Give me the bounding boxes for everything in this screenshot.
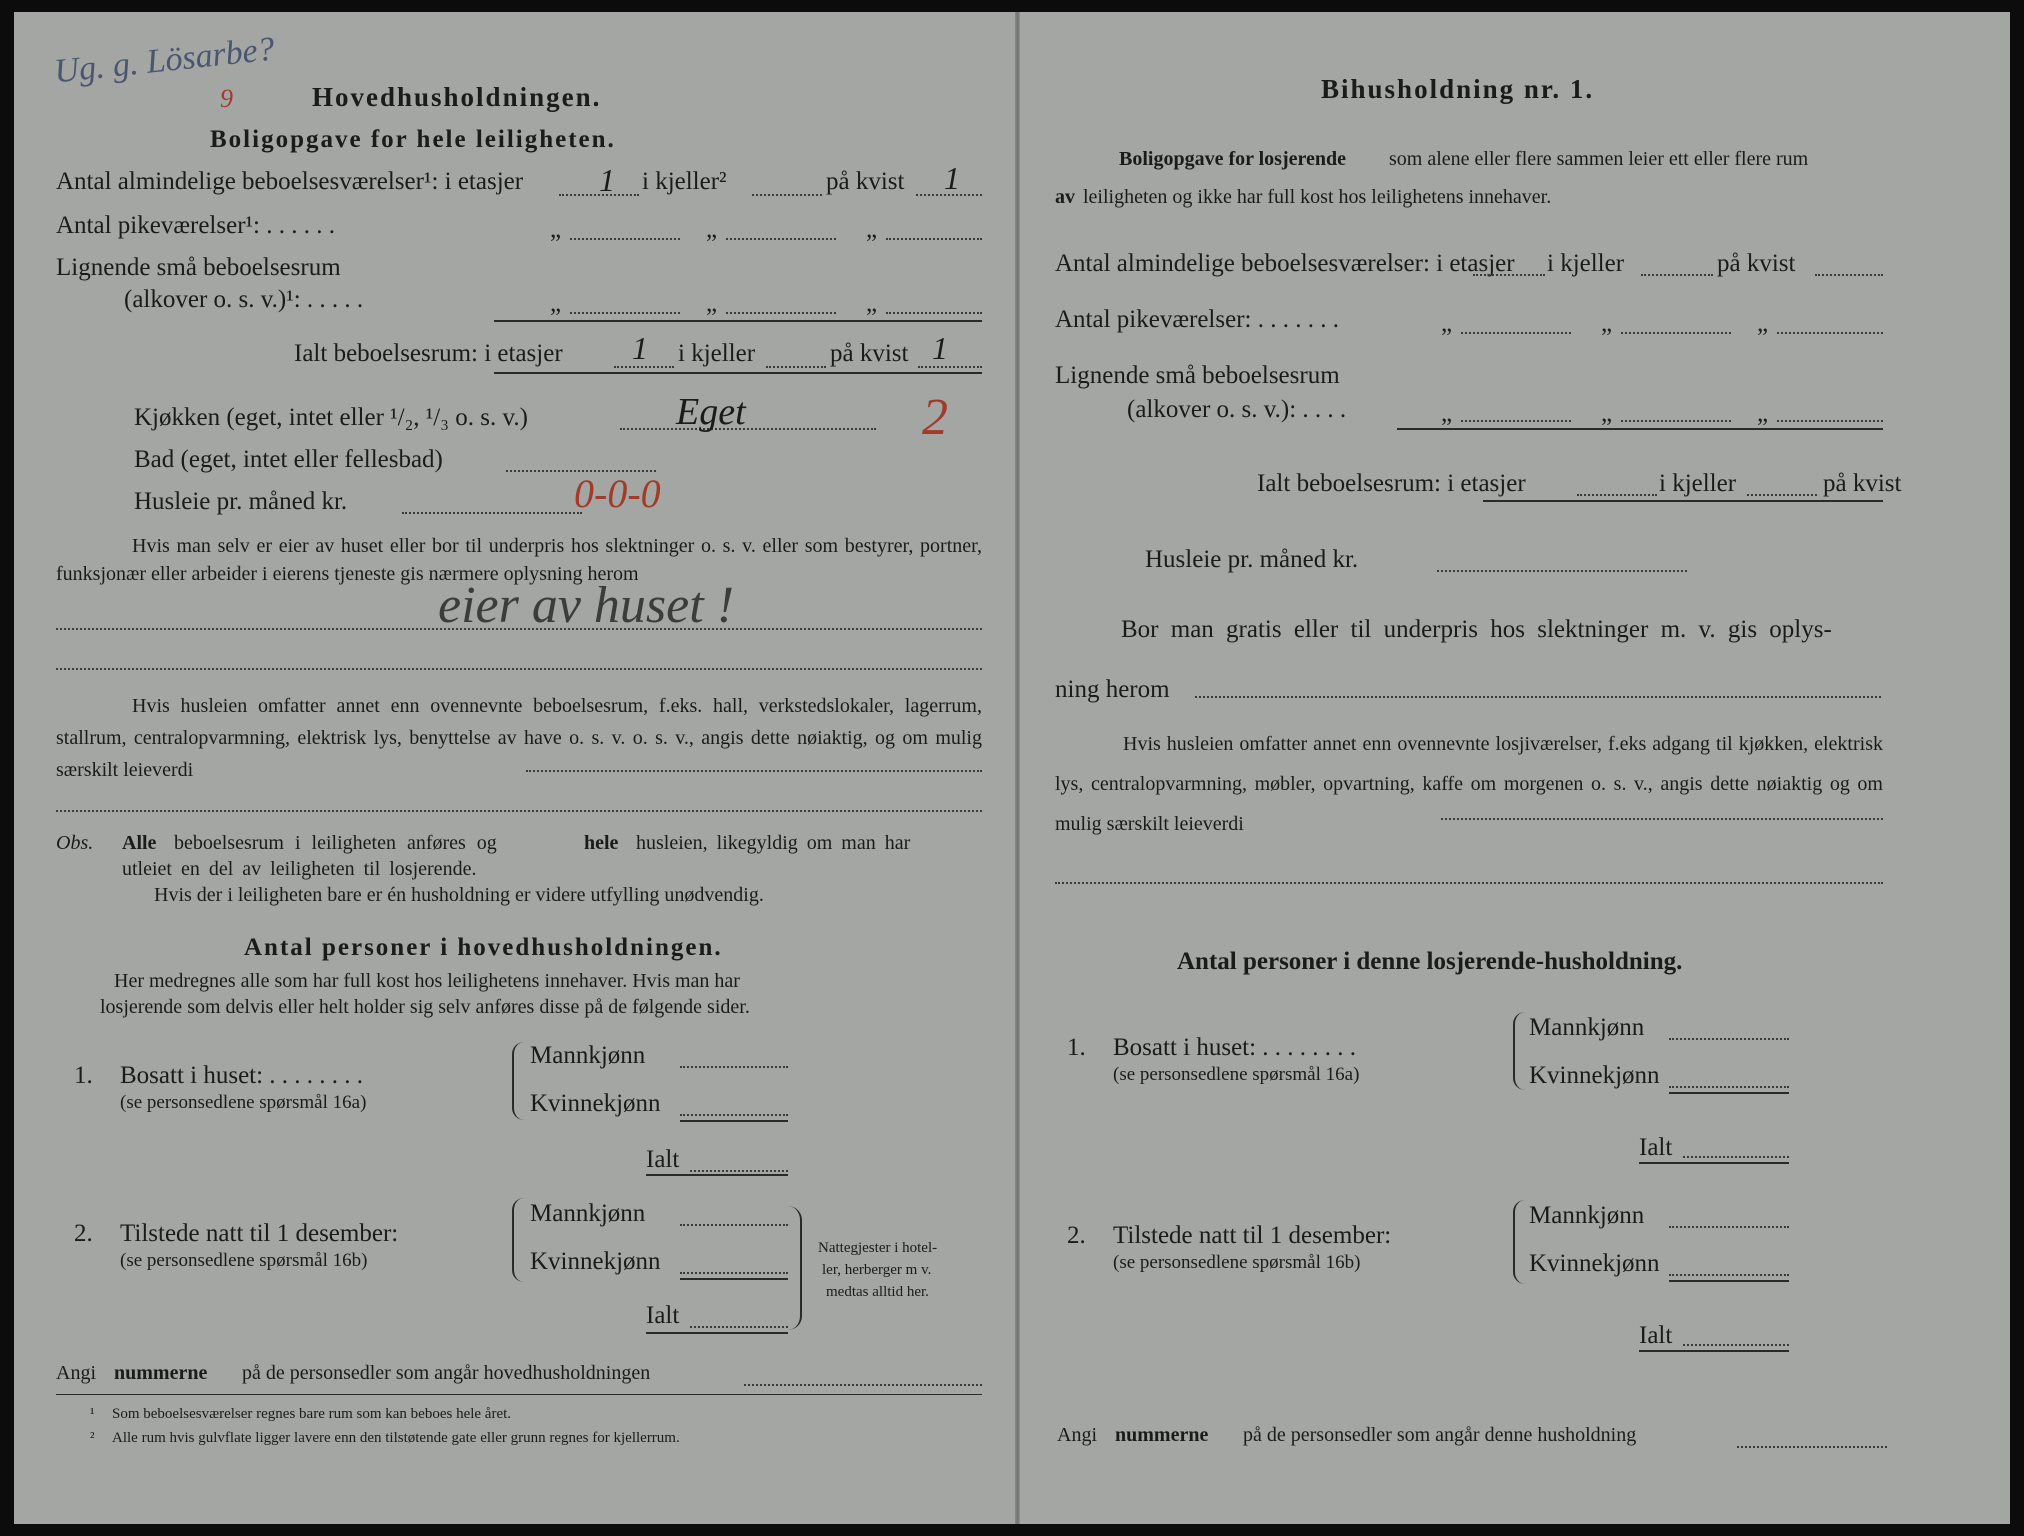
r-q2-label: Tilstede natt til 1 desember: [1113, 1222, 1392, 1249]
q2-label: Tilstede natt til 1 desember: [120, 1220, 399, 1247]
r-q1-ialt-rule [1639, 1162, 1789, 1164]
r-sum-rule [1397, 428, 1883, 430]
r-leieverdi-line[interactable] [1441, 818, 1883, 820]
ditto-mark: „ [866, 290, 878, 317]
q1-sum-rule [680, 1120, 788, 1122]
r-alkover-kvist-line[interactable] [1777, 420, 1883, 422]
kjokken-label: Kjøkken (eget, intet eller ¹/₂, ¹/₃ o. s. v.) [134, 404, 528, 431]
husleie-label: Husleie pr. måned kr. [134, 488, 348, 515]
ialt-kjeller-label: i kjeller [678, 340, 756, 367]
q2-number: 2. [74, 1220, 93, 1247]
r-q1-kvinne-line[interactable] [1669, 1086, 1789, 1088]
r-kjeller-line[interactable] [1641, 274, 1713, 276]
obs-text-2: husleien, likegyldig om man har [636, 832, 911, 854]
right-page [1017, 12, 2010, 1524]
q2-mann-line[interactable] [680, 1224, 788, 1226]
r-q2-mann-label: Mannkjønn [1529, 1202, 1645, 1229]
kjokken-handwritten-value: Eget [676, 391, 746, 433]
handwritten-top-note: Ug. g. Lösarbe? [52, 30, 277, 91]
r-ialt-etasjer-line[interactable] [1577, 494, 1657, 496]
r-q1-ialt-label: Ialt [1639, 1134, 1673, 1161]
husleie-handwritten-value: 0-0-0 [574, 471, 661, 516]
eier-paragraph: Hvis man selv er eier av huset eller bor til underpris hos slektninger o. s. v. eller som bestyrer, portner, funksjonær eller arbeider i eierens tjeneste gis nærmere oplysning herom [56, 535, 982, 585]
persons-title: Antal personer i hovedhusholdningen. [244, 934, 723, 961]
nattegjester-brace [788, 1206, 802, 1330]
r-husleie-label: Husleie pr. måned kr. [1145, 546, 1359, 573]
r-lignende-label: Lignende små beboelsesrum [1055, 362, 1340, 389]
q1-sublabel: (se personsedlene spørsmål 16a) [120, 1092, 367, 1113]
ialt-kvist-line[interactable] [918, 366, 982, 368]
alkover-etasjer-line[interactable] [570, 312, 680, 314]
r-alkover-kjeller-line[interactable] [1621, 420, 1731, 422]
intro-rest: som alene eller flere sammen leier ett eller flere rum [1389, 148, 1809, 170]
r-ialt-kjeller-line[interactable] [1747, 494, 1817, 496]
kjokken-line[interactable] [620, 428, 876, 430]
kvist-handwritten-value: 1 [944, 160, 960, 196]
q1-label: Bosatt i huset: . . . . . . . . [120, 1062, 364, 1089]
r-q1-mann-line[interactable] [1669, 1038, 1789, 1040]
row-alkover-label: (alkover o. s. v.)¹: . . . . . [124, 286, 364, 313]
ditto-mark: „ [550, 290, 562, 317]
intro-line-2: leiligheten og ikke har full kost hos leilighetens innehaver. [1083, 186, 1552, 208]
persons-subtitle-2: losjerende som delvis eller helt holder sig selv anføres disse på de følgende sider. [100, 996, 750, 1018]
q2-sublabel: (se personsedlene spørsmål 16b) [120, 1250, 368, 1271]
r-q2-ialt-rule [1639, 1350, 1789, 1352]
obs-text-1: beboelsesrum i leiligheten anføres og [174, 832, 497, 854]
r-q2-brace [1513, 1200, 1525, 1284]
nattegjester-line-1: Nattegjester i hotel- [818, 1240, 938, 1256]
r-kjeller-label: i kjeller [1547, 250, 1625, 277]
q2-ialt-line[interactable] [690, 1326, 788, 1328]
pike-kvist-line[interactable] [886, 238, 982, 240]
footnote-rule [56, 1394, 982, 1395]
alkover-kvist-line[interactable] [886, 312, 982, 314]
r-kvist-line[interactable] [1815, 274, 1883, 276]
bihusholdning-title: Bihusholdning nr. 1. [1321, 74, 1595, 104]
intro-bold: Boligopgave for losjerende [1119, 148, 1347, 170]
r-gratis-line-1: Bor man gratis eller til underpris hos slektninger m. v. gis oplys- [1121, 616, 1832, 643]
r-pike-kjeller-line[interactable] [1621, 332, 1731, 334]
q2-ialt-rule [646, 1332, 788, 1334]
r-gratis-line[interactable] [1195, 696, 1881, 698]
row-almindelige-label: Antal almindelige beboelsesværelser¹: i etasjer [56, 168, 524, 195]
intro-av: av [1055, 186, 1075, 208]
kjeller-line[interactable] [752, 194, 822, 196]
footnote-2-mark: ² [90, 1430, 95, 1446]
q2-mann-label: Mannkjønn [530, 1200, 646, 1227]
r-q2-ialt-line[interactable] [1683, 1344, 1789, 1346]
ditto-mark: „ [550, 216, 562, 243]
r-q1-sum-rule [1669, 1092, 1789, 1094]
handwritten-red-number: 2 [922, 389, 948, 446]
r-q1-brace [1513, 1012, 1525, 1090]
bad-label: Bad (eget, intet eller fellesbad) [134, 446, 443, 473]
obs-hele: hele [584, 832, 619, 854]
r-angi-line[interactable] [1737, 1446, 1887, 1448]
angi-bold: nummerne [114, 1362, 208, 1384]
q2-sum-rule [680, 1278, 788, 1280]
left-page [14, 12, 1017, 1524]
q1-ialt-line[interactable] [690, 1170, 788, 1172]
census-form [14, 12, 2010, 1524]
angi-post: på de personsedler som angår hovedhusholdningen [242, 1362, 651, 1384]
r-q2-ialt-label: Ialt [1639, 1322, 1673, 1349]
obs-label: Obs. [56, 832, 94, 854]
pike-kjeller-line[interactable] [726, 238, 836, 240]
page-subtitle: Boligopgave for hele leiligheten. [210, 126, 616, 153]
obs-line-2: utleiet en del av leiligheten til losjerende. [122, 858, 477, 880]
footnote-2: Alle rum hvis gulvflate ligger lavere enn den tilstøtende gate eller grunn regnes for kjellerrum. [112, 1430, 680, 1446]
q2-kvinne-line[interactable] [680, 1272, 788, 1274]
r-persons-title: Antal personer i denne losjerende-husholdning. [1177, 948, 1683, 975]
page-title: Hovedhusholdningen. [312, 82, 602, 112]
r-pike-kvist-line[interactable] [1777, 332, 1883, 334]
r-q1-mann-label: Mannkjønn [1529, 1014, 1645, 1041]
row-pikevaerelser-label: Antal pikeværelser¹: . . . . . . [56, 212, 335, 239]
r-ialt-rule [1483, 500, 1883, 502]
r-ditto-mark: „ [1757, 400, 1769, 427]
r-kvist-label: på kvist [1717, 250, 1796, 277]
r-alkover-etasjer-line[interactable] [1461, 420, 1571, 422]
persons-subtitle-1: Her medregnes alle som har full kost hos leilighetens innehaver. Hvis man har [114, 970, 740, 992]
q1-mann-line[interactable] [680, 1066, 788, 1068]
nattegjester-line-3: medtas alltid her. [826, 1284, 929, 1300]
r-ditto-mark: „ [1441, 400, 1453, 427]
r-ditto-mark: „ [1757, 310, 1769, 337]
leieverdi-line-2[interactable] [56, 810, 982, 812]
r-ditto-mark: „ [1601, 400, 1613, 427]
ialt-etasjer-handwritten-value: 1 [632, 330, 648, 366]
angi-pre: Angi [56, 1362, 96, 1384]
r-leieverdi-line-2[interactable] [1055, 882, 1883, 884]
ialt-rule [494, 372, 982, 374]
eier-line-2[interactable] [56, 668, 982, 670]
leieverdi-line[interactable] [526, 770, 982, 772]
husleie-omfatter-paragraph: Hvis husleien omfatter annet enn ovennevnte beboelsesrum, f.eks. hall, verkstedslokaler, lagerrum, stallrum, centralopvarmning, elektrisk lys, benyttelse av have o. s. v. o. s. v., angis dette nøiaktig, og om mulig særskilt leieverdi [56, 695, 982, 781]
r-ialt-kjeller-label: i kjeller [1659, 470, 1737, 497]
r-q2-kvinne-line[interactable] [1669, 1274, 1789, 1276]
ditto-mark: „ [706, 216, 718, 243]
r-q1-ialt-line[interactable] [1683, 1156, 1789, 1158]
obs-alle: Alle [122, 832, 157, 854]
r-q2-mann-line[interactable] [1669, 1226, 1789, 1228]
q1-mann-label: Mannkjønn [530, 1042, 646, 1069]
nattegjester-line-2: ler, herberger m v. [822, 1262, 932, 1278]
r-q2-kvinne-label: Kvinnekjønn [1529, 1250, 1660, 1277]
r-alkover-label: (alkover o. s. v.): . . . . [1127, 396, 1347, 423]
q2-ialt-label: Ialt [646, 1302, 680, 1329]
r-row-almindelige-label: Antal almindelige beboelsesværelser: i etasjer [1055, 250, 1515, 277]
q1-kvinne-line[interactable] [680, 1114, 788, 1116]
row-kvist-label: på kvist [826, 168, 905, 195]
r-q1-kvinne-label: Kvinnekjønn [1529, 1062, 1660, 1089]
r-husleie-line[interactable] [1437, 570, 1687, 572]
pike-etasjer-line[interactable] [570, 238, 680, 240]
q1-brace [512, 1042, 524, 1120]
q1-ialt-label: Ialt [646, 1146, 680, 1173]
r-ialt-label: Ialt beboelsesrum: i etasjer [1257, 470, 1526, 497]
q2-brace [512, 1198, 524, 1282]
r-angi-bold: nummerne [1115, 1424, 1209, 1446]
handwritten-mark-9: 9 [220, 84, 233, 113]
obs-line-3: Hvis der i leiligheten bare er én husholdning er videre utfylling unødvendig. [154, 884, 764, 906]
r-pikevaerelser-label: Antal pikeværelser: . . . . . . . [1055, 306, 1339, 333]
r-angi-pre: Angi [1057, 1424, 1097, 1446]
r-angi-post: på de personsedler som angår denne husholdning [1243, 1424, 1637, 1446]
husleie-line[interactable] [402, 512, 582, 514]
footnote-1-mark: ¹ [90, 1406, 95, 1422]
r-ditto-mark: „ [1441, 310, 1453, 337]
angi-line[interactable] [744, 1384, 982, 1386]
r-husleie-omfatter-paragraph: Hvis husleien omfatter annet enn ovennevnte losjiværelser, f.eks adgang til kjøkken, elektrisk lys, centralopvarmning, møbler, opvartning, kaffe om morgenen o. s. v., angis dette nøiaktig og om mulig særskilt leieverdi [1055, 733, 1883, 835]
r-gratis-line-2: ning herom [1055, 676, 1170, 703]
ialt-beboelsesrum-label: Ialt beboelsesrum: i etasjer [294, 340, 563, 367]
ialt-kvist-label: på kvist [830, 340, 909, 367]
eier-handwritten-note: eier av huset ! [438, 577, 735, 634]
footnote-1: Som beboelsesværelser regnes bare rum som kan beboes hele året. [112, 1406, 512, 1422]
r-ialt-kvist-label: på kvist [1823, 470, 1902, 497]
row-lignende-label: Lignende små beboelsesrum [56, 254, 341, 281]
ditto-mark: „ [706, 290, 718, 317]
r-pike-etasjer-line[interactable] [1461, 332, 1571, 334]
r-q2-sublabel: (se personsedlene spørsmål 16b) [1113, 1252, 1361, 1273]
r-q1-number: 1. [1067, 1034, 1086, 1061]
r-q2-number: 2. [1067, 1222, 1086, 1249]
r-q1-sublabel: (se personsedlene spørsmål 16a) [1113, 1064, 1360, 1085]
q2-kvinne-label: Kvinnekjønn [530, 1248, 661, 1275]
q1-ialt-rule [646, 1174, 788, 1176]
r-q2-sum-rule [1669, 1280, 1789, 1282]
alkover-kjeller-line[interactable] [726, 312, 836, 314]
r-q1-label: Bosatt i huset: . . . . . . . . [1113, 1034, 1357, 1061]
ialt-kvist-handwritten-value: 1 [932, 330, 948, 366]
row-kjeller-label: i kjeller² [642, 168, 727, 195]
ialt-kjeller-line[interactable] [766, 366, 826, 368]
sum-rule [494, 320, 982, 322]
etasjer-handwritten-value: 1 [599, 162, 615, 198]
r-etasjer-line[interactable] [1473, 274, 1545, 276]
q1-number: 1. [74, 1062, 93, 1089]
ditto-mark: „ [866, 216, 878, 243]
q1-kvinne-label: Kvinnekjønn [530, 1090, 661, 1117]
r-ditto-mark: „ [1601, 310, 1613, 337]
